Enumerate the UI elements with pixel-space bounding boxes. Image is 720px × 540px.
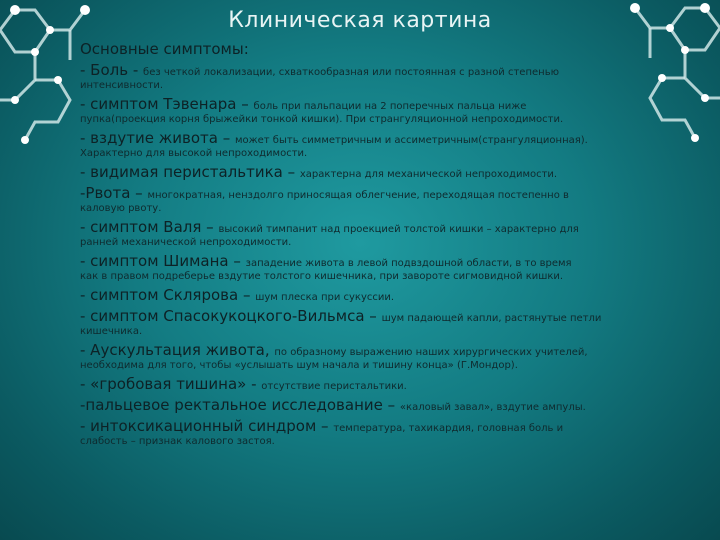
separator: – (130, 184, 148, 202)
separator: - (128, 61, 144, 79)
list-item (80, 287, 670, 303)
symptom-term: - симптом Склярова (80, 286, 239, 304)
symptom-description: температура, тахикардия, головная боль и (333, 423, 564, 434)
symptom-list (80, 42, 670, 447)
list-item (80, 96, 670, 125)
symptom-description-cont: как в правом подреберье вздутие толстого кишечника, при завороте сигмовидной кишки. (80, 271, 564, 282)
separator: – (364, 307, 382, 325)
separator: , (264, 341, 275, 359)
separator: – (228, 252, 246, 270)
list-item (80, 219, 670, 248)
separator: – (282, 163, 300, 181)
symptom-description: шум плеска при сукуссии. (255, 292, 395, 303)
symptom-description: высокий тимпанит над проекцией толстой кишки – характерно для (218, 224, 579, 235)
symptom-description: западение живота в левой подвздошной области, в то время (245, 258, 572, 269)
list-item (80, 130, 670, 159)
list-item (80, 185, 670, 214)
symptom-term: - симптом Шимана (80, 252, 229, 270)
list-item (80, 418, 670, 447)
list-item (80, 308, 670, 337)
symptom-description: по образному выражению наших хирургических учителей, (274, 347, 588, 358)
symptom-term: -пальцевое ректальное исследование (80, 396, 383, 414)
symptom-term: - видимая перистальтика (80, 163, 283, 181)
symptom-description-cont: кишечника. (80, 326, 143, 337)
symptom-term: - симптом Тэвенара (80, 95, 237, 113)
symptom-description-cont: каловую рвоту. (80, 203, 162, 214)
symptom-description-cont: пупка(проекция корня брыжейки тонкой кишки). При странгуляционной непроходимости. (80, 114, 564, 125)
symptom-description: «каловый завал», вздутие ампулы. (399, 402, 586, 413)
symptom-term: -Рвота (80, 184, 131, 202)
list-item (80, 164, 670, 180)
symptom-term: - симптом Спасокукоцкого-Вильмса (80, 307, 365, 325)
symptom-description: шум падающей капли, растянутые петли (381, 313, 602, 324)
symptom-description-cont: слабость – признак калового застоя. (80, 436, 275, 447)
symptom-description: характерна для механической непроходимости. (299, 169, 558, 180)
symptom-description-cont: ранней механической непроходимости. (80, 237, 292, 248)
symptom-term: - симптом Валя (80, 218, 202, 236)
symptom-description-cont: необходима для того, чтобы «услышать шум начала и тишину конца» (Г.Мондор). (80, 360, 518, 371)
symptom-description: отсутствие перистальтики. (261, 381, 407, 392)
separator: – (236, 95, 254, 113)
separator: – (238, 286, 256, 304)
separator: – (217, 129, 235, 147)
symptom-term: - вздутие живота (80, 129, 218, 147)
list-item (80, 376, 670, 392)
symptom-description-cont: Характерно для высокой непроходимости. (80, 148, 308, 159)
symptom-term: - Аускультация живота (80, 341, 265, 359)
list-item (80, 342, 670, 371)
separator: – (382, 396, 400, 414)
symptom-term: - Боль (80, 61, 129, 79)
symptom-description: без четкой локализации, схваткообразная или постоянная с разной степенью (143, 67, 560, 78)
symptom-description: боль при пальпации на 2 поперечных пальца ниже (253, 101, 527, 112)
list-item (80, 62, 670, 91)
symptom-term: - интоксикационный синдром (80, 417, 317, 435)
list-item (80, 253, 670, 282)
slide-title: Клиническая картина (228, 8, 492, 33)
list-item (80, 397, 670, 413)
symptom-description-cont: интенсивности. (80, 80, 164, 91)
list-heading: Основные симптомы: (80, 40, 249, 58)
symptom-description: многократная, ненздолго приносящая облегчение, переходящая постепенно в (147, 190, 569, 201)
separator: – (201, 218, 219, 236)
symptom-description: может быть симметричным и ассиметричным(странгуляционная). (234, 135, 588, 146)
symptom-term: - «гробовая тишина» - (80, 375, 257, 393)
separator: – (316, 417, 334, 435)
